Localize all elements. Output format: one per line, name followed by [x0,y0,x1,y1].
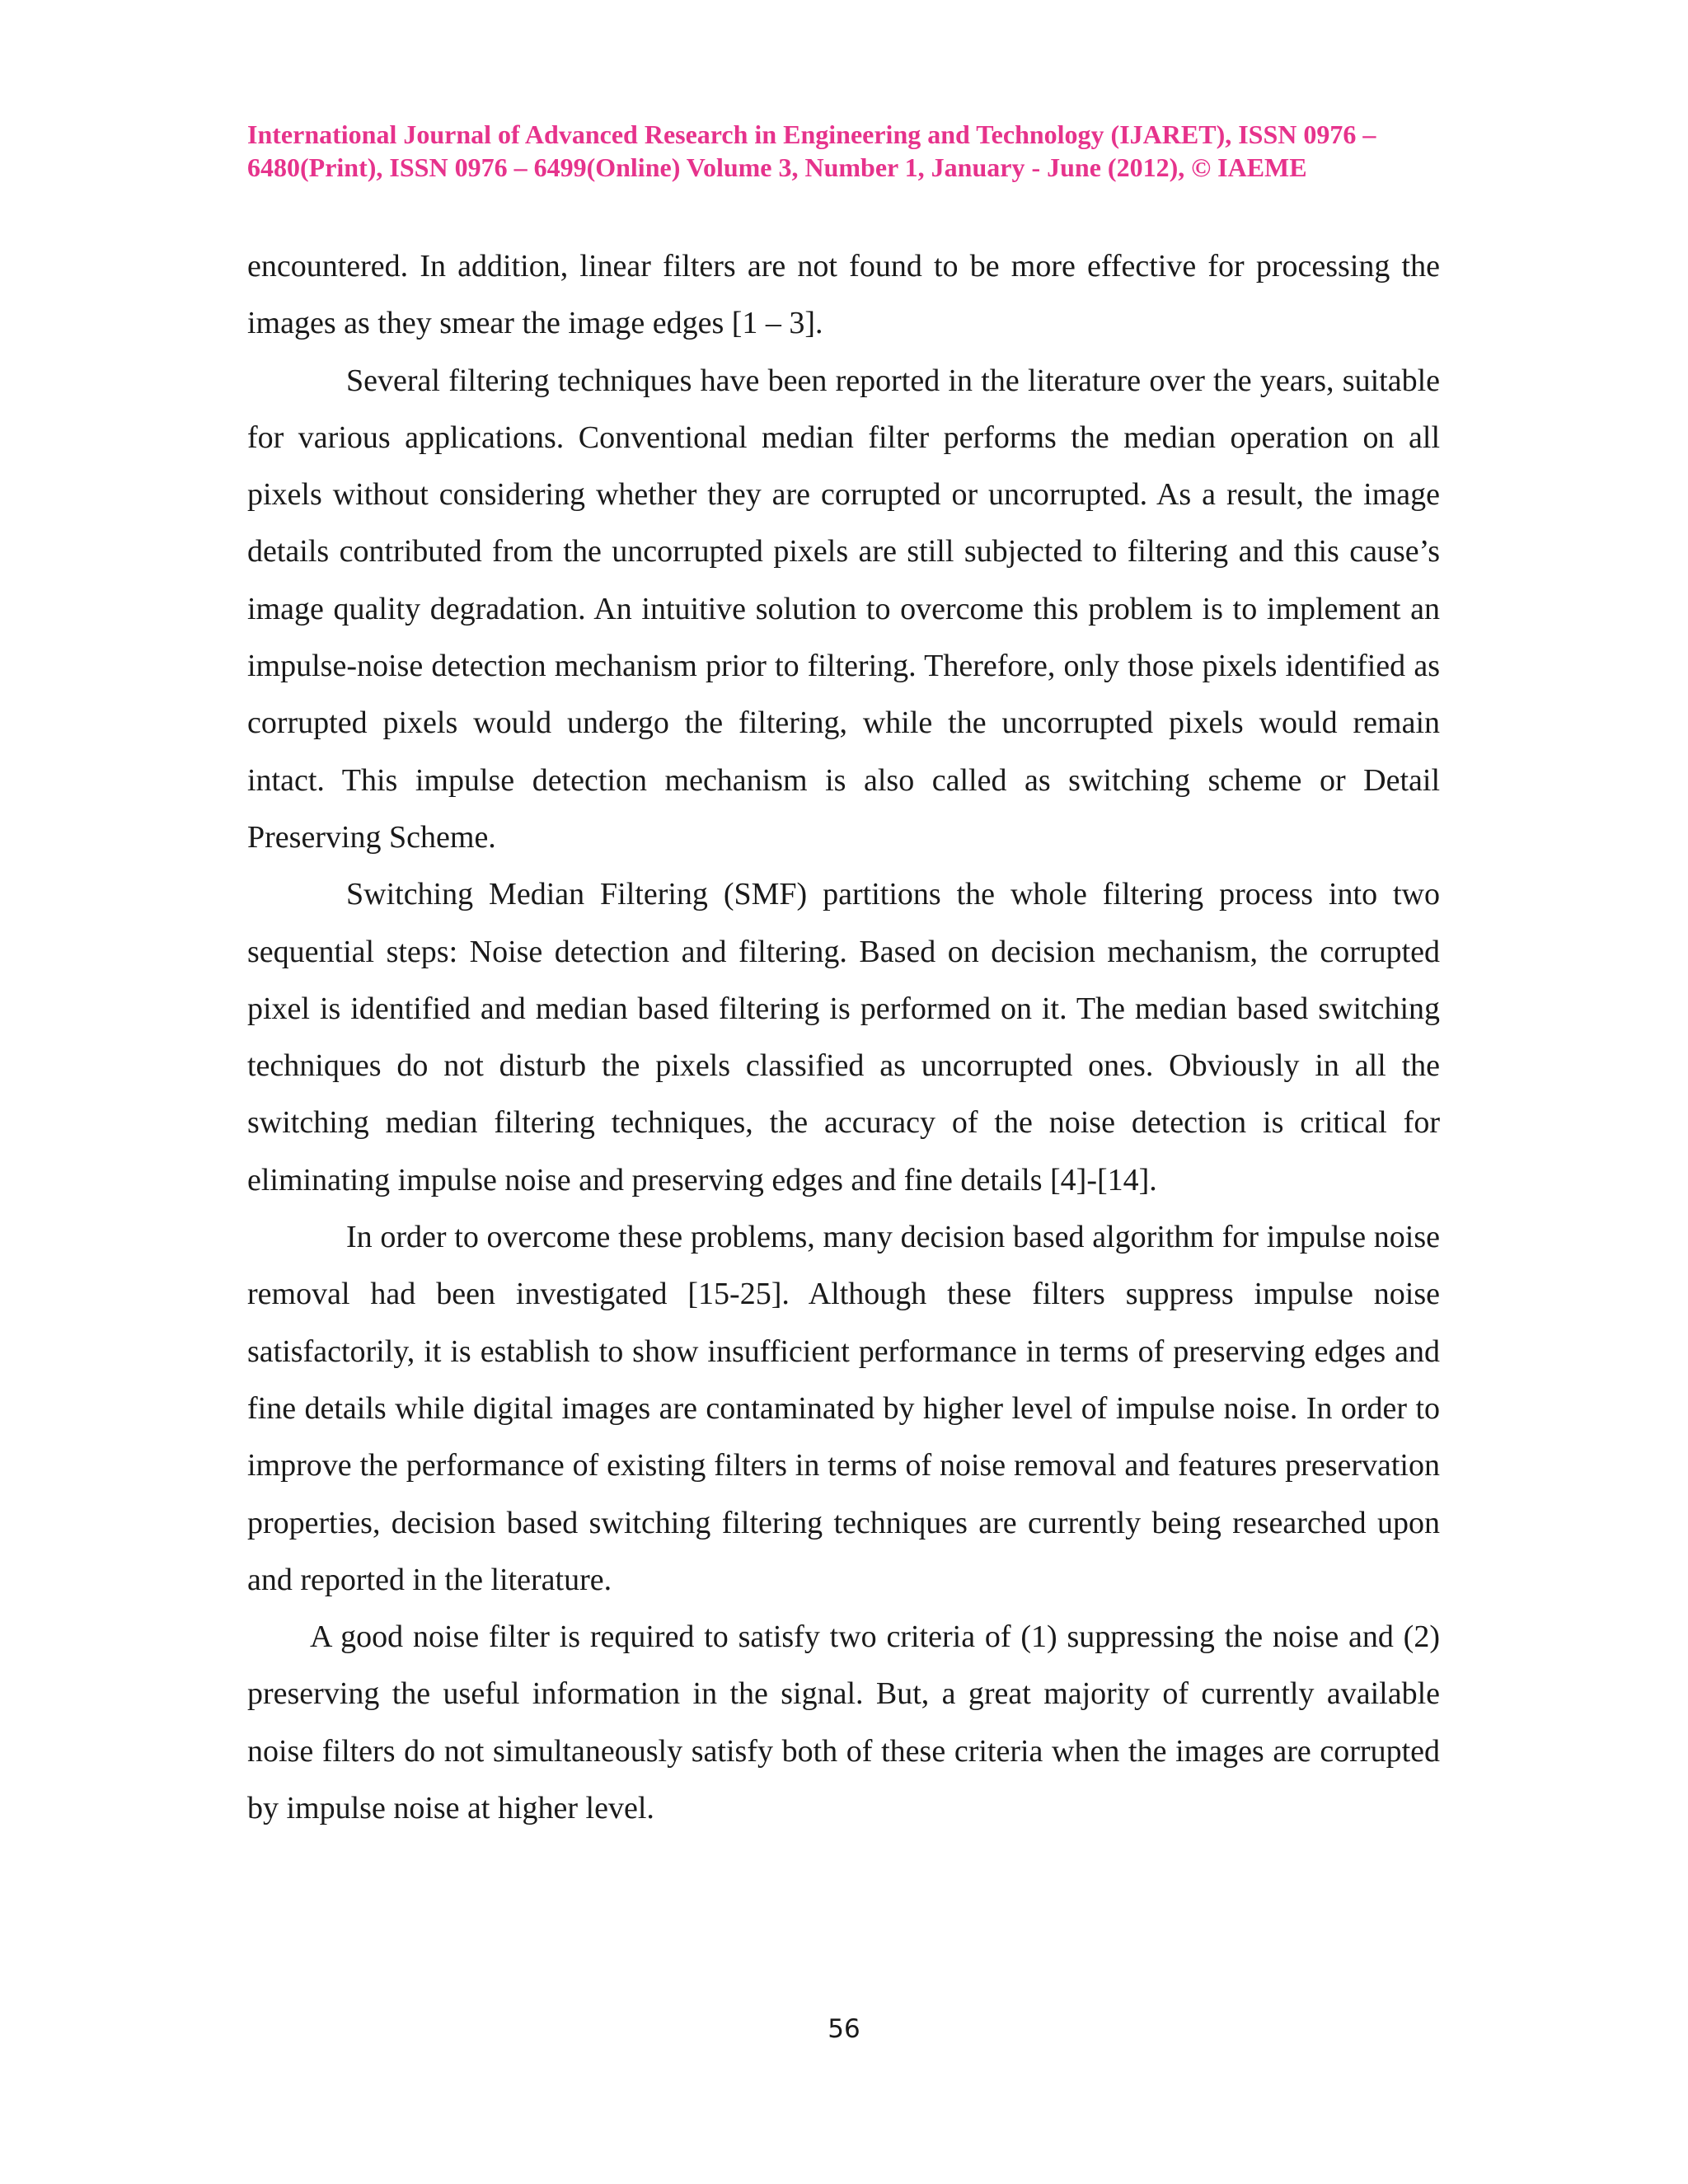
body-text [247,238,1440,1837]
page-number: 56 [828,2014,860,2044]
paragraph-1: encountered. In addition, linear filters are not found to be more effective for processing the images as they smear the image edges [1 – 3]. [247,249,1440,341]
paragraph-2: Several filtering techniques have been reported in the literature over the years, suitable for various applications. Conventional median filter performs the median operation on all pixels without considering whether they are corrupted or uncorrupted. As a result, the image details contributed from the uncorrupted pixels are still subjected to filtering and this cause’s image quality degradation. An intuitive solution to overcome this problem is to implement an impulse-noise detection mechanism prior to filtering. Therefore, only those pixels identified as corrupted pixels would undergo the filtering, while the uncorrupted pixels would remain intact. This impulse detection mechanism is also called as switching scheme or Detail Preserving Scheme. [247,363,1440,855]
paragraph-5: A good noise filter is required to satisfy two criteria of (1) suppressing the noise and (2) preserving the useful information in the signal. But, a great majority of currently available noise filters do not simultaneously satisfy both of these criteria when the images are corrupted by impulse noise at higher level. [247,1619,1440,1826]
journal-header-line-1: International Journal of Advanced Research in Engineering and Technology (IJARET), ISSN 0976 – [247,120,1376,149]
paragraph-4: In order to overcome these problems, many decision based algorithm for impulse noise removal had been investigated [15-25]. Although these filters suppress impulse noise satisfactorily, it is establish to show insufficient performance in terms of preserving edges and fine details while digital images are contaminated by higher level of impulse noise. In order to improve the performance of existing filters in terms of noise removal and features preservation properties, decision based switching filtering techniques are currently being researched upon and reported in the literature. [247,1220,1440,1597]
journal-header [247,118,1442,184]
paragraph-3: Switching Median Filtering (SMF) partitions the whole filtering process into two sequential steps: Noise detection and filtering. Based on decision mechanism, the corrupted pixel is identified and median based filtering is performed on it. The median based switching techniques do not disturb the pixels classified as uncorrupted ones. Obviously in all the switching median filtering techniques, the accuracy of the noise detection is critical for eliminating impulse noise and preserving edges and fine details [4]-[14]. [247,877,1440,1197]
journal-header-line-2: 6480(Print), ISSN 0976 – 6499(Online) Volume 3, Number 1, January - June (2012), © IAEME [247,152,1307,182]
